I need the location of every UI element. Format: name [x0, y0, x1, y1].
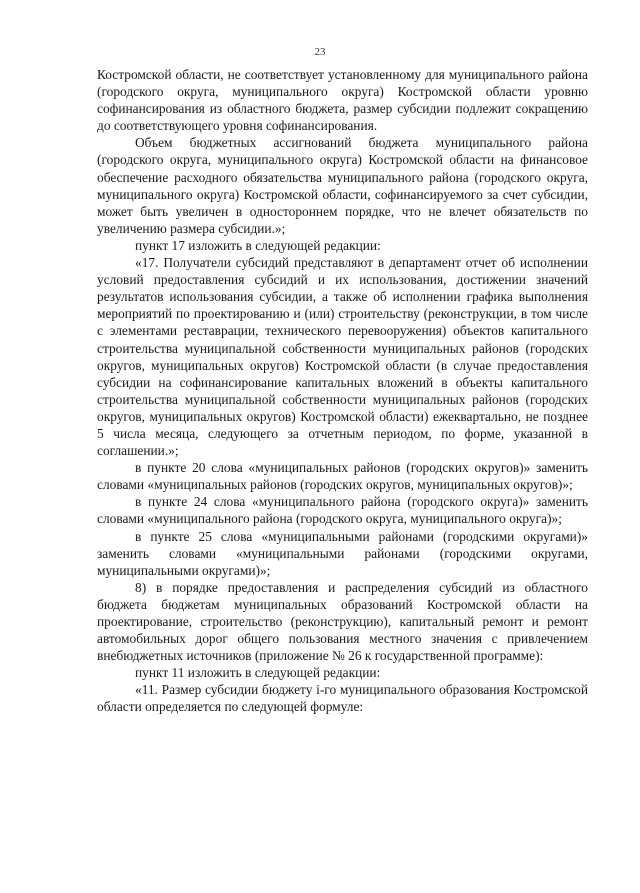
- paragraph-8: 8) в порядке предоставления и распределения субсидий из областного бюджета бюджетам муниципальных образований Костромской области на проектирование, строительство (реконструкцию), капитальный ремонт и ремонт автомобильных дорог общего пользования местного значения с привлечением внебюджетных источников (приложение № 26 к государственной программе):: [97, 579, 588, 664]
- paragraph-7: в пункте 25 слова «муниципальными районами (городскими округами)» заменить словами «муниципальными районами (городскими округами, муниципальными округами)»;: [97, 528, 588, 578]
- paragraph-10: «11. Размер субсидии бюджету i-го муниципального образования Костромской области определяется по следующей формуле:: [97, 682, 588, 715]
- paragraph-2: Объем бюджетных ассигнований бюджета муниципального района (городского округа, муниципального округа) Костромской области на финансовое обеспечение расходного обязательства муниципального района (городского округа, муниципального округа) Костромской области, софинансируемого за счет субсидии, может быть увеличен в одностороннем порядке, что не влечет обязательств по увеличению размера субсидии.»;: [97, 135, 588, 236]
- paragraph-5: в пункте 20 слова «муниципальных районов (городских округов)» заменить словами «муниципальных районов (городских округов, муниципальных округов)»;: [97, 460, 588, 493]
- paragraph-9: пункт 11 изложить в следующей редакции:: [135, 665, 381, 681]
- paragraph-3: пункт 17 изложить в следующей редакции:: [135, 237, 381, 253]
- paragraph-6: в пункте 24 слова «муниципального района (городского округа)» заменить словами «муниципального района (городского округа, муниципального округа)»;: [97, 494, 588, 527]
- document-body: [97, 66, 588, 716]
- page-number: 23: [314, 46, 326, 58]
- paragraph-1: Костромской области, не соответствует установленному для муниципального района (городского округа, муниципального округа) Костромской области уровню софинансирования из областного бюджета, размер субсидии подлежит сокращению до соответствующего уровня софинансирования.: [97, 67, 588, 134]
- paragraph-4: «17. Получатели субсидий представляют в департамент отчет об исполнении условий предоставления субсидий и их использования, достижении значений результатов использования субсидии, а также об исполнении графика выполнения мероприятий по проектированию и (или) строительству (реконструкции, в том числе с элементами реставрации, технического перевооружения) объектов капитального строительства муниципальной собственности муниципальных районов (городских округов, муниципальных округов) Костромской области (в случае предоставления субсидии на софинансирование капитальных вложений в объекты капитального строительства муниципальной собственности муниципальных районов (городских округов, муниципальных округов) Костромской области) ежеквартально, не позднее 5 числа месяца, следующего за отчетным периодом, по форме, указанной в соглашении.»;: [97, 255, 588, 459]
